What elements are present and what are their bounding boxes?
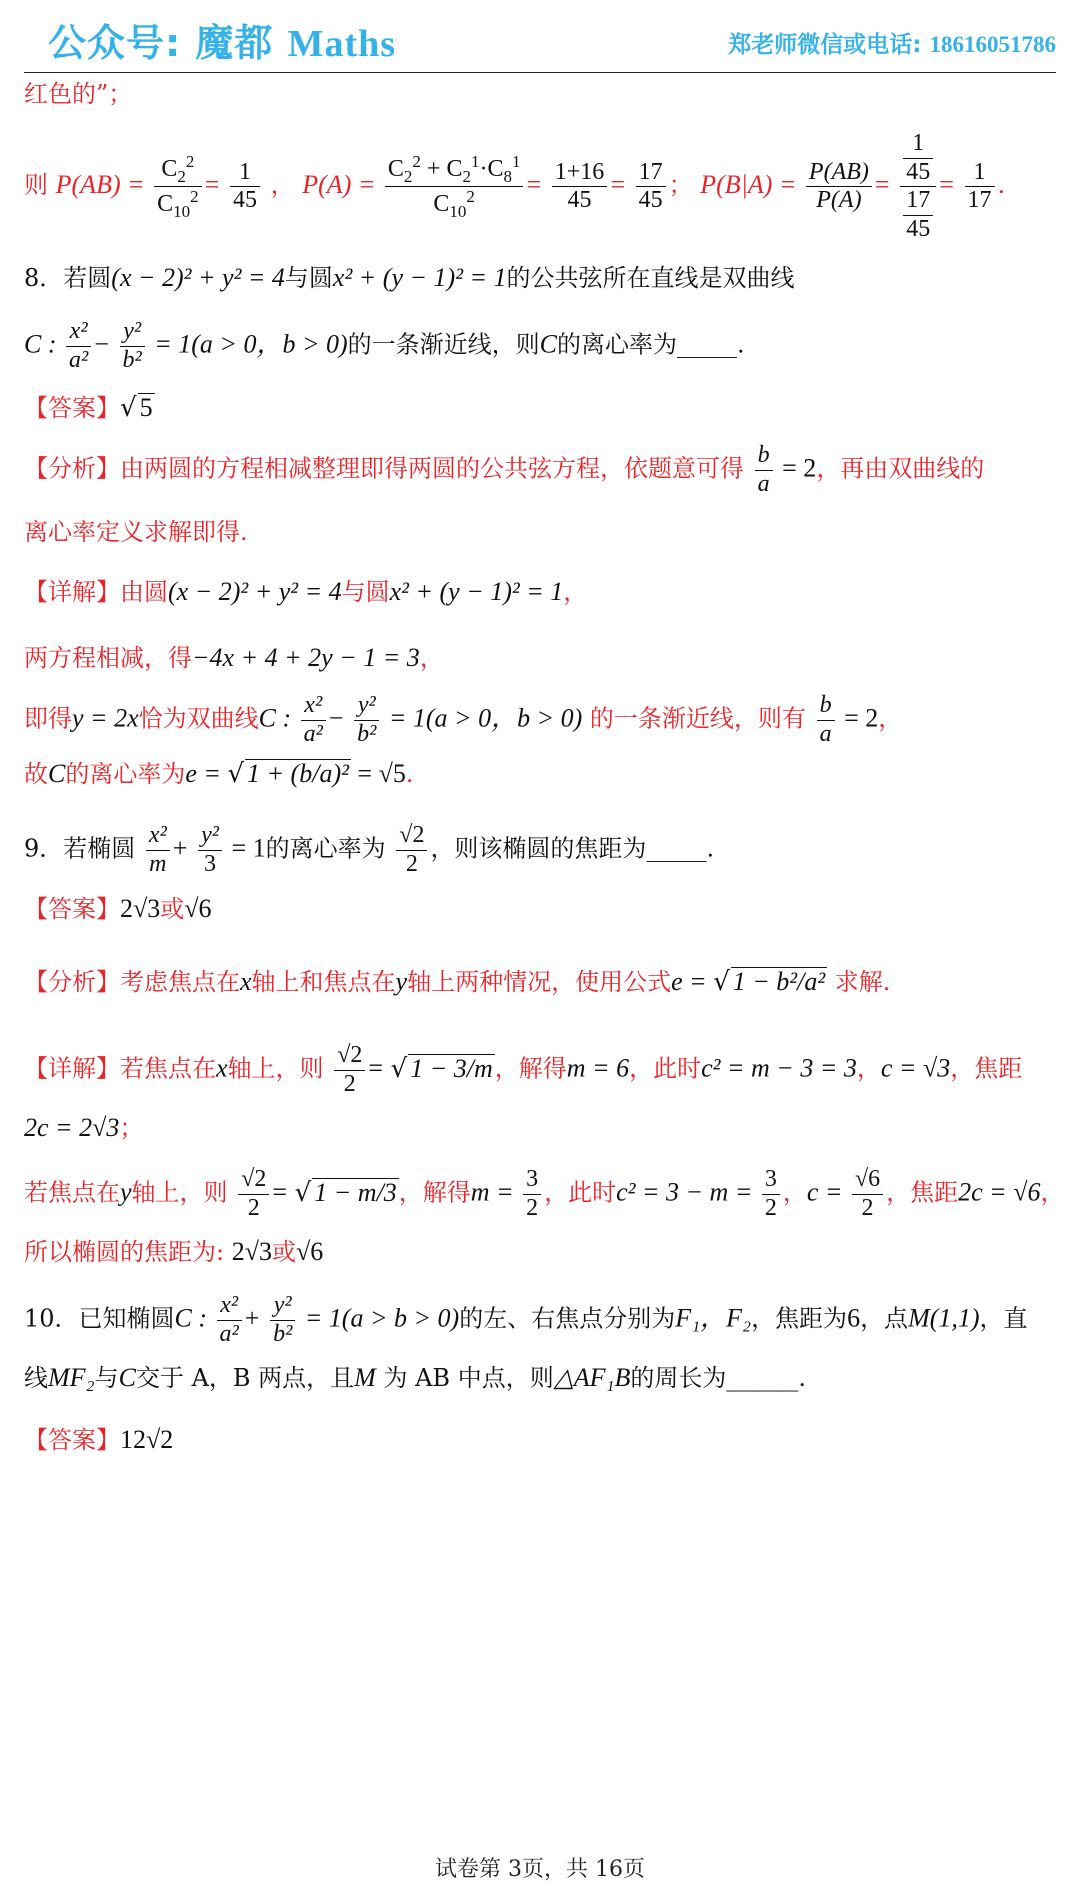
detail-9-line3: 若焦点在y轴上，则 $\frac{√2}{2}$ = √ 1 − m/3，解得m = $\frac{3}{2}$ ，此时c² = 3 − m = $\frac{3}{2}$ ，c = $\frac{√6}{2}$ ，焦距2c = √6， [24,1166,1056,1222]
page-header [24,0,1056,73]
fraction: $\frac{√2}{2}$ [238,1166,269,1222]
answer-8: 【答案】√ 5 [24,392,1056,424]
analysis-8-cont: 离心率定义求解即得. [24,518,248,546]
fraction: $\frac{√2}{2}$ [396,822,427,878]
analysis-9: 【分析】考虑焦点在x轴上和焦点在y轴上两种情况，使用公式e = √ 1 − b²/a² 求解. [24,966,1056,998]
contact-info: 郑老师微信或电话: 18616051786 [728,32,1056,58]
fraction: $\frac{b}{a}$ [817,692,835,748]
brand-logo: 公众号: 魔都 Maths [48,21,397,65]
fraction: $\frac{\text{x²}}{\text{a²}}$ [66,318,91,374]
fraction: $\frac{C_2^2 + C_2^1\cdot C_8^1}{C_{10}^2}$ [385,152,524,222]
fraction: $\frac{√6}{2}$ [852,1166,883,1222]
fraction: $\frac{P(AB)}{P(A)}$ [806,159,872,215]
analysis-8: 【分析】由两圆的方程相减整理即得两圆的公共弦方程，依题意可得 $\frac{b}{a}$ = 2，再由双曲线的 [24,442,985,497]
detail-8-line2: 两方程相减，得−4x + 4 + 2y − 1 = 3， [24,643,444,672]
detail-9: 【详解】若焦点在x轴上，则 $\frac{√2}{2}$ = √ 1 − 3/m，解得m = 6，此时c² = m − 3 = 3，c = √3，焦距 [24,1042,1056,1098]
fraction: $\frac{\text{x²}}{\text{a²}}$ [217,1292,242,1348]
detail-8-line4: 故C的离心率为e = √ 1 + (b/a)² = √5. [24,758,1056,790]
fraction: $\frac{3}{2}$ [523,1166,541,1222]
fraction: $\frac{1}{45}$ [230,159,260,215]
detail-9-line4: 所以椭圆的焦距为: 2√3或√6 [24,1237,324,1266]
question-9: 9．若椭圆 $\frac{\text{x²}}{m}$ + $\frac{\text{y²}}{3}$ = 1的离心率为 $\frac{√2}{2}$ ，则该椭圆的焦距为_____. [24,822,715,877]
page-footer: 试卷第 3页，共 16页 [435,1857,645,1882]
answer-9: 【答案】2√3或√6 [24,894,212,923]
probability-line: 则 P(AB) = $\frac{C_2^2}{C_{10}^2}$ = $\frac{1}{45}$ ， P(A) = $\frac{C_2^2 + C_2^1\cdot C_8^1}{C_{10}^2}$ = $\frac{1+16}{45}$ = $\frac{17}{45}$ ； P(B|A) = $\frac{P(AB)}{P(A)}$ = $\frac{\frac{1}{45}}{\frac{17}{45}}$ = $\frac{1}{17}$ . [24,130,1006,242]
fraction: $\frac{\text{y²}}{\text{b²}}$ [354,692,379,748]
fraction: $\frac{\text{x²}}{m}$ [146,822,170,878]
text-line: 红色的”； [24,80,133,108]
detail-9-line2: 2c = 2√3； [24,1113,144,1142]
fraction: $\frac{√2}{2}$ [334,1042,365,1098]
fraction: $\frac{C_2^2}{C_{10}^2}$ [154,152,202,222]
fraction: $\frac{1+16}{45}$ [552,159,608,215]
answer-10: 【答案】12√2 [24,1425,174,1454]
fraction: $\frac{\text{y²}}{3}$ [198,822,222,878]
question-10-cont: 线MF₂与C交于 A，B 两点，且M 为 AB 中点，则△AF₁B的周长为______. [24,1363,807,1392]
question-10: 10．已知椭圆C : $\frac{\text{x²}}{\text{a²}}$ + $\frac{\text{y²}}{\text{b²}}$ = 1(a > b > 0)的左、右焦点分别为F₁，F₂，焦距为6，点M(1,1)，直 [24,1292,1028,1347]
detail-8: 【详解】由圆(x − 2)² + y² = 4与圆x² + (y − 1)² = 1， [24,577,588,606]
fraction: $\frac{1}{17}$ [965,159,995,215]
fraction: $\frac{3}{2}$ [762,1166,780,1222]
fraction: $\frac{\text{y²}}{\text{b²}}$ [270,1292,295,1348]
fraction: $\frac{b}{a}$ [755,442,773,498]
fraction: $\frac{\text{y²}}{\text{b²}}$ [120,318,145,374]
question-8: 8．若圆(x − 2)² + y² = 4与圆x² + (y − 1)² = 1的公共弦所在直线是双曲线 [24,263,795,292]
fraction: $\frac{17}{45}$ [636,159,666,215]
question-8-cont: C : $\frac{\text{x²}}{\text{a²}}$ − $\frac{\text{y²}}{\text{b²}}$ = 1(a > 0，b > 0)的一条渐近线，则C的离心率为_____. [24,318,745,373]
compound-fraction: $\frac{\frac{1}{45}}{\frac{17}{45}}$ [900,130,936,243]
fraction: $\frac{\text{x²}}{\text{a²}}$ [301,692,326,748]
detail-8-line3: 即得y = 2x恰为双曲线C : $\frac{\text{x²}}{\text{a²}}$ − $\frac{\text{y²}}{\text{b²}}$ = 1(a > 0，b > 0) 的一条渐近线，则有 $\frac{b}{a}$ = 2， [24,692,903,747]
